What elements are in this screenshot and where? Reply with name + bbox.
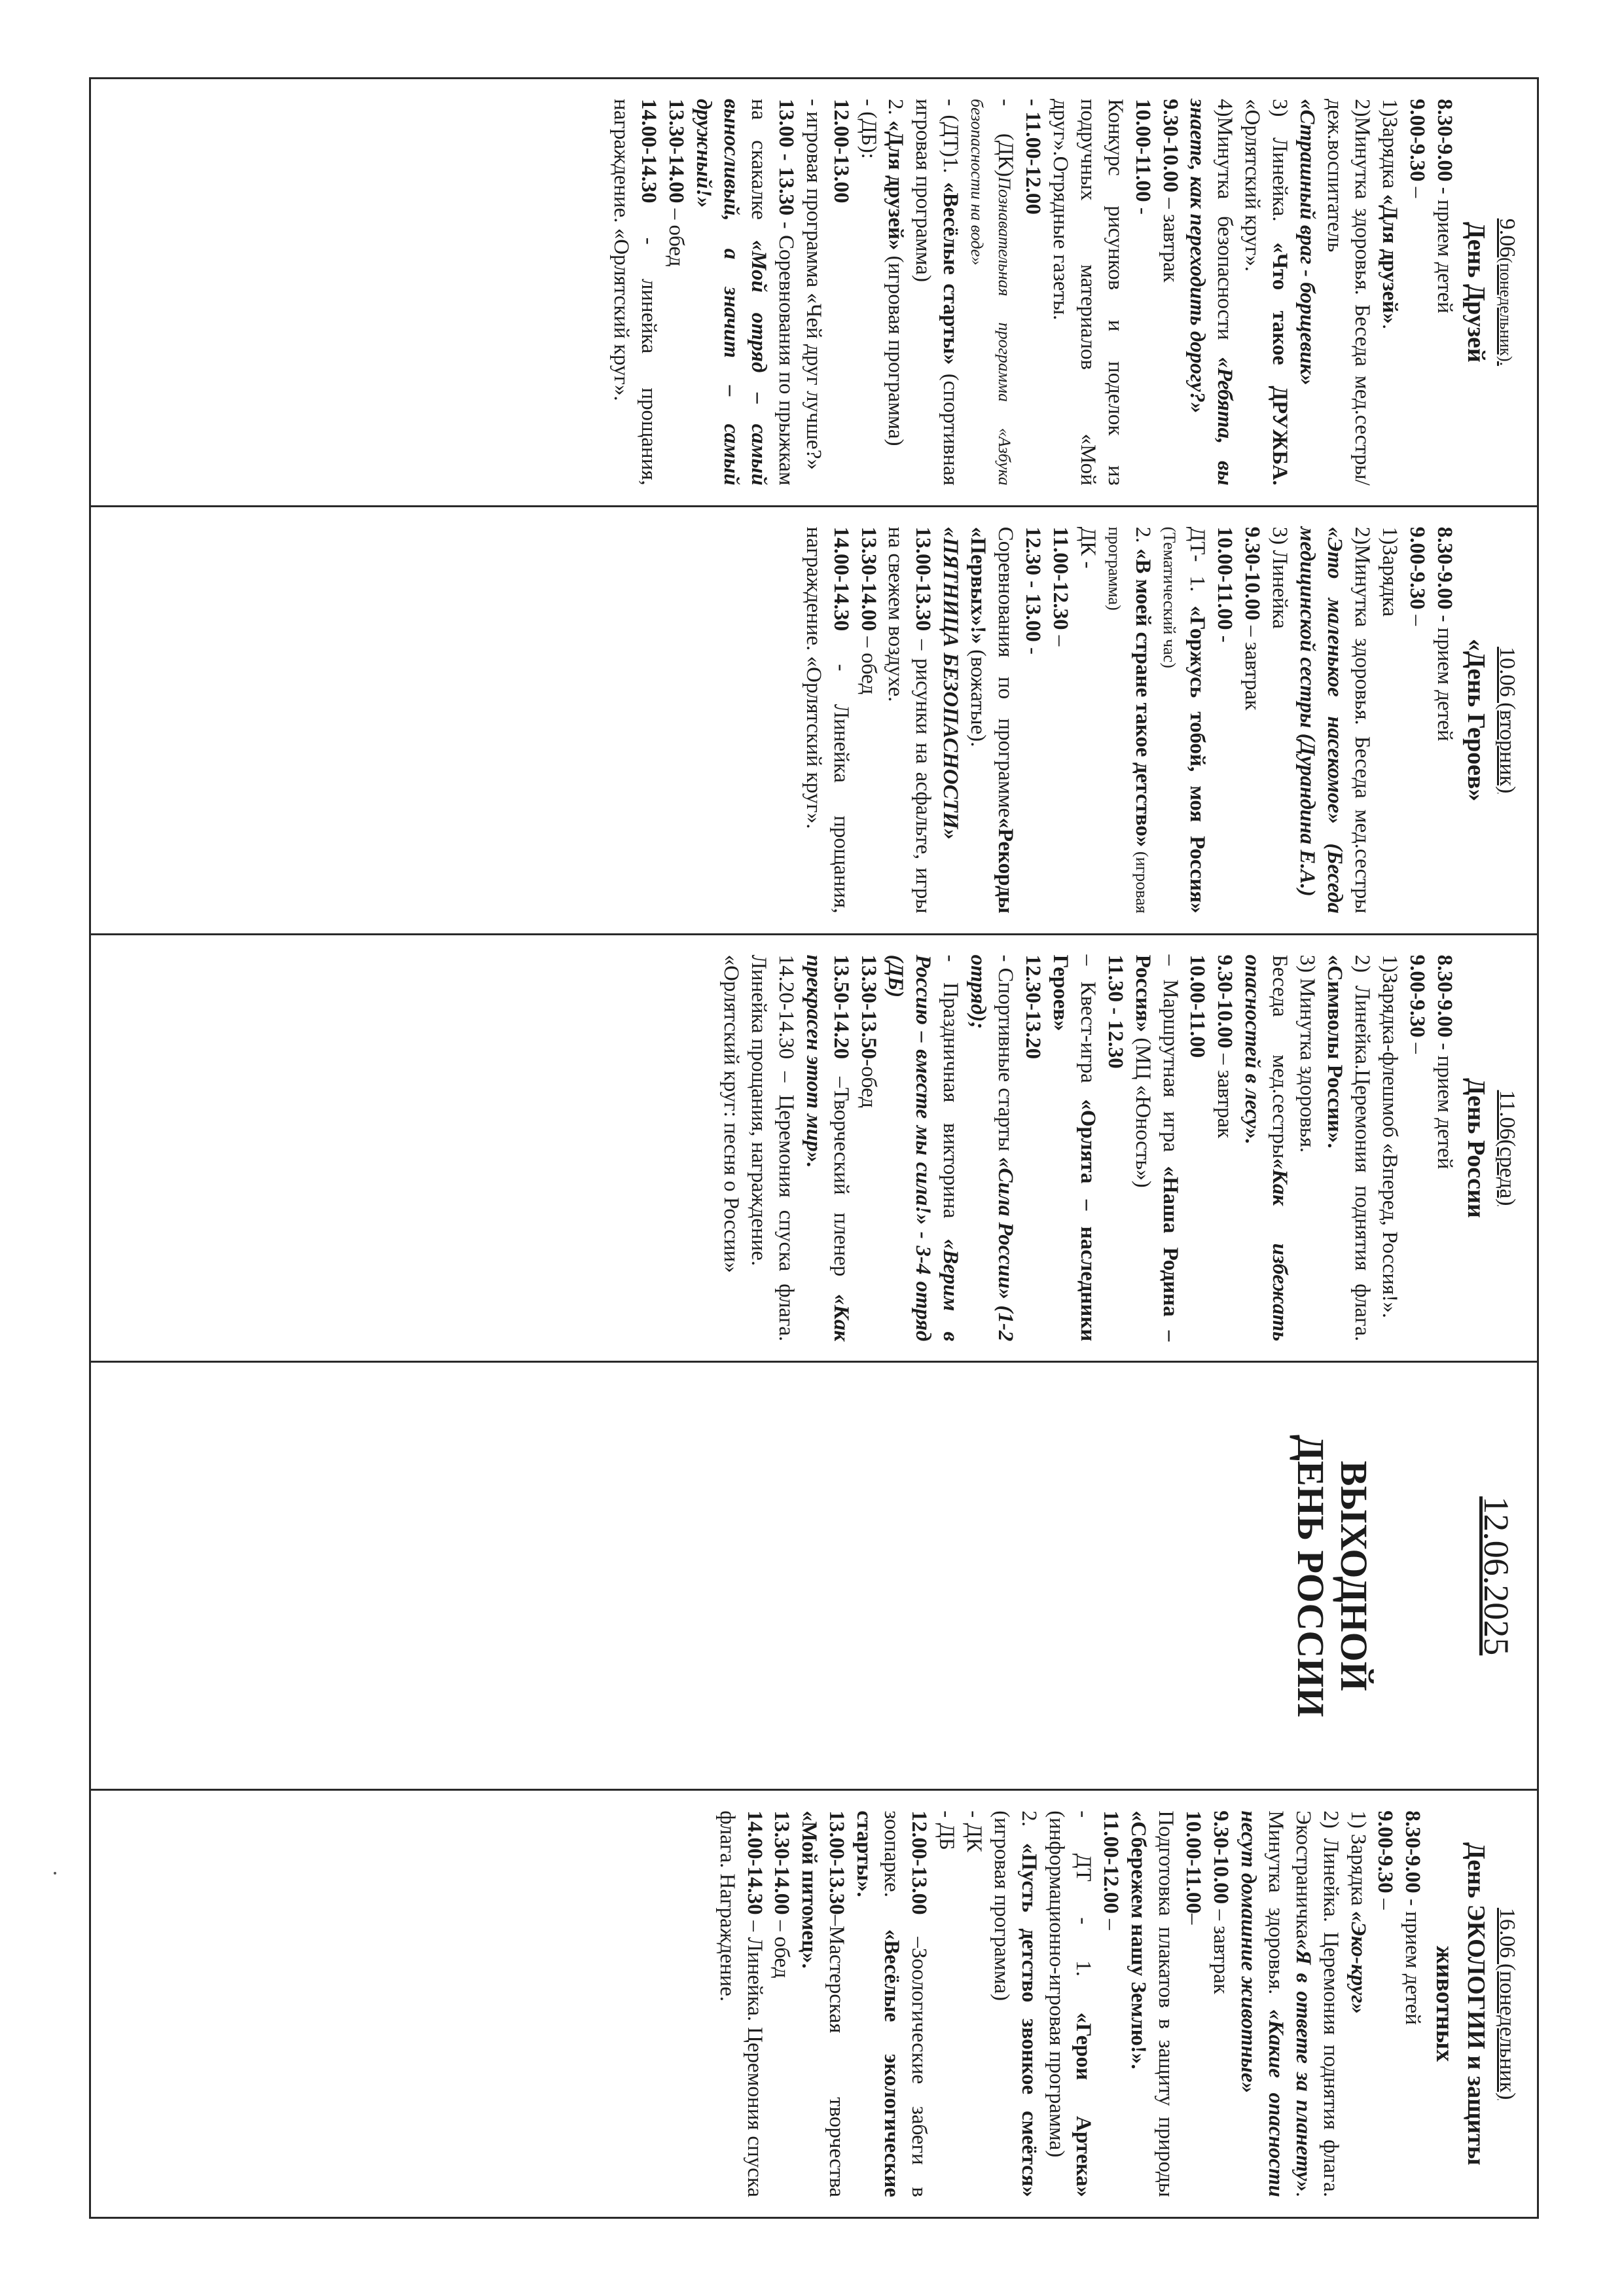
schedule-entry: - ДТ - 1. «Герои Артека» (информационно-игровая программа) [1044,1810,1096,2197]
schedule-entry: 2. «Пусть детство звонкое смеётся» (игровая программа) [989,1810,1041,2197]
day-date: 11.06(среда) [1495,1090,1519,1206]
holiday-title [1288,1382,1375,1769]
schedule-entry: - ДБ [934,1810,958,1850]
holiday-line: ВЫХОДНОЙ [1333,1460,1376,1691]
schedule-entry: 2)Минутка здоровья. Беседа мед.сестры «Это маленькое насекомое» (Беседа медицинской сестры (Дурандина Е.А.) [1295,526,1374,914]
schedule-entry: 12.00-13.00 [829,99,853,204]
schedule-entry: 12.00-13.00 –Зоологические забеги в зоопарке. «Весёлые экологические старты». [852,1810,931,2197]
schedule-entry: - Спортивные старты «Сила России» (1-2 отряд); [966,954,1018,1342]
schedule-entry: - (ДК)Познавательная программа «Азбука безопасности на воде» [967,99,1018,486]
schedule-entry: – Квест-игра «Орлята – наследники Героев» [1048,954,1100,1342]
schedule-entry: 9.30-10.00 – завтрак [1240,526,1265,711]
schedule-entry: 13.00-13.30–Мастерская творчества «Мой питомец». [797,1810,849,2197]
schedule-entry: 13.00-13.30 – рисунки на асфальте, игры на свежем воздухе. [884,526,935,914]
schedule-entry: 9.00-9.30 – [1405,954,1429,1054]
day-title: День Друзей [1462,222,1490,363]
schedule-entry: 2. «Для друзей» (игровая программа) [884,99,908,446]
schedule-entry: «Страшный враг - борщевик» [1295,99,1320,386]
day-title: День ЭКОЛОГИИ и защиты животных [1430,1842,1490,2166]
schedule-entry: - игровая программа «Чей друг лучше?» [801,99,825,470]
holiday-line: ДЕНЬ РОССИИ [1289,1435,1332,1717]
schedule-entry: 13.30-14.00 – обед [856,526,880,695]
schedule-entry: Беседа мед.сестры«Как избежать опасностей в лесу». [1240,954,1292,1342]
schedule-entry: 8.30-9.00 - прием детей [1432,99,1456,314]
schedule-entry: 14.20-14.30 – Церемония спуска флага. Линейка прощания, награждение. [746,954,798,1342]
schedule-entry: 1) Зарядка «Эко-круг» [1346,1810,1370,2015]
day-date: 16.06 (понедельник) [1495,1907,1519,2100]
day-title: «День Героев» [1462,638,1490,802]
schedule-entry: 9.30-10.00 – завтрак [1208,1810,1233,1994]
schedule-entry: - ДК [962,1810,986,1852]
schedule-entry: 14.00-14.30 - линейка прощания, награждение. «Орлятский круг». [609,99,661,486]
day-column-june-16 [91,1791,1537,2217]
schedule-entry: 10.00-11.00– [1182,1810,1206,1925]
schedule-entry: 1)Зарядка «Для друзей». [1377,99,1401,330]
schedule-entry: 3) Линейка. «Что такое ДРУЖБА. «Орлятский круг». [1240,99,1292,486]
schedule-entry: 11.30 - 12.30 [1103,954,1127,1069]
schedule-entry: 11.00-12.00 – [1099,1810,1123,1930]
schedule-entry: 2)Минутка здоровья. Беседа мед.сестры/деж.воспитатель [1322,99,1374,486]
schedule-entry: Соревнования по программе«Рекорды «Первых»!» (вожатые). [966,526,1018,914]
schedule-entry: 2) Линейка. Церемония поднятия флага. Экостраничка«Я в ответе за планету». Минутка здоровья. «Какие опасности несут домашние животные» [1236,1810,1343,2197]
schedule-entry: 4)Минутка безопасности «Ребята, вы знаете, как переходить дорогу?» [1185,99,1237,486]
schedule-entry: 12.30-13.20 [1020,954,1045,1060]
schedule-entry: Подготовка плакатов в защиту природы «Сбережем нашу Землю!». [1127,1810,1178,2197]
schedule-entry: 3) Линейка [1268,526,1292,629]
day-column-june-12 [91,1363,1537,1791]
schedule-entry: 13.30-14.00 – обед [770,1810,794,1979]
day-column-june-10 [91,507,1537,935]
schedule-entry: 14.00-14.30 - Линейка прощания, награждение. «Орлятский круг». [801,526,853,914]
schedule-entry: «Орлятский круг: песня о России» [719,954,744,1273]
schedule-entry: 10.00-11.00 - [1130,99,1155,215]
schedule-entry: - 11.00-12.00 [1020,99,1045,215]
schedule-entry: 12.30 - 13.00 - [1020,526,1045,655]
schedule-entry: 2. «В моей стране такое детство» (игровая программа) [1104,526,1155,914]
schedule-entry: 14.00-14.30 – Линейка. Церемония спуска флага. Награждение. [715,1810,767,2197]
schedule-entry: ДК - [1075,526,1100,569]
schedule-entry: ДТ- 1. «Горжусь тобой, моя Россия» (Тематический час) [1159,526,1210,914]
schedule-entry: 13.50-14.20 –Творческий пленер «Как прекрасен этот мир». [801,954,853,1342]
schedule-entry: 13.30-14.00 – обед [664,99,689,267]
schedule-entry: 10.00-11.00 [1185,954,1210,1058]
day-column-june-11 [91,935,1537,1363]
schedule-entry: - (ДБ): [856,99,880,159]
schedule-entry: 11.00-12.30 – [1048,526,1072,647]
schedule-entry: 13.30-13.50-обед [856,954,880,1108]
day-column-june-9 [91,79,1537,507]
schedule-entry: 1)Зарядка [1377,526,1401,617]
schedule-entry: «ПЯТНИЦА БЕЗОПАСНОСТИ» [939,526,963,840]
schedule-entry: 13.00 - 13.30 - Соревнования по прыжкам на скакалке «Мой отряд – самый выносливый, а значит – самый дружный!» [692,99,798,486]
schedule-entry: 8.30-9.00 - прием детей [1401,1810,1425,2025]
schedule-entry: 9.30-10.00 – завтрак [1213,954,1237,1139]
schedule-entry: 10.00-11.00 - [1213,526,1237,643]
schedule-entry: 9.00-9.30 – [1405,99,1429,198]
schedule-entry: 9.00-9.30 – [1405,526,1429,626]
schedule-entry: 2) Линейка.Церемония поднятия флага. «Символы России». [1322,954,1374,1342]
schedule-entry: 3) Минутка здоровья. [1295,954,1320,1153]
schedule-entry: 1)Зарядка-флешмоб «Вперед, Россия!». [1377,954,1401,1318]
schedule-entry: - Праздничная викторина «Верим в Россию – вместе мы сила!» - 3-4 отряд (ДБ) [884,954,963,1342]
schedule-entry: 9.30-10.00 – завтрак [1158,99,1182,283]
scan-speck [54,1872,56,1874]
day-title: День России [1462,1078,1490,1218]
day-date: 10.06 (вторник) [1495,647,1519,794]
schedule-entry: – Маршрутная игра «Наша Родина – Россия» (МЦ «Юность») [1130,954,1182,1342]
schedule-entry: Конкурс рисунков и поделок из подручных материалов «Мой друг».Отрядные газеты. [1048,99,1127,486]
day-date: 9.06(понедельник). [1495,218,1519,367]
day-date: 12.06.2025 [1477,1496,1516,1656]
schedule-table [89,77,1539,2219]
schedule-entry: 8.30-9.00 - прием детей [1432,954,1456,1170]
schedule-entry: 9.00-9.30 – [1373,1810,1398,1910]
schedule-entry: 8.30-9.00 - прием детей [1432,526,1456,742]
schedule-entry: - (ДТ)1. «Весёлые старты» (спортивная игровая программа) [911,99,963,486]
